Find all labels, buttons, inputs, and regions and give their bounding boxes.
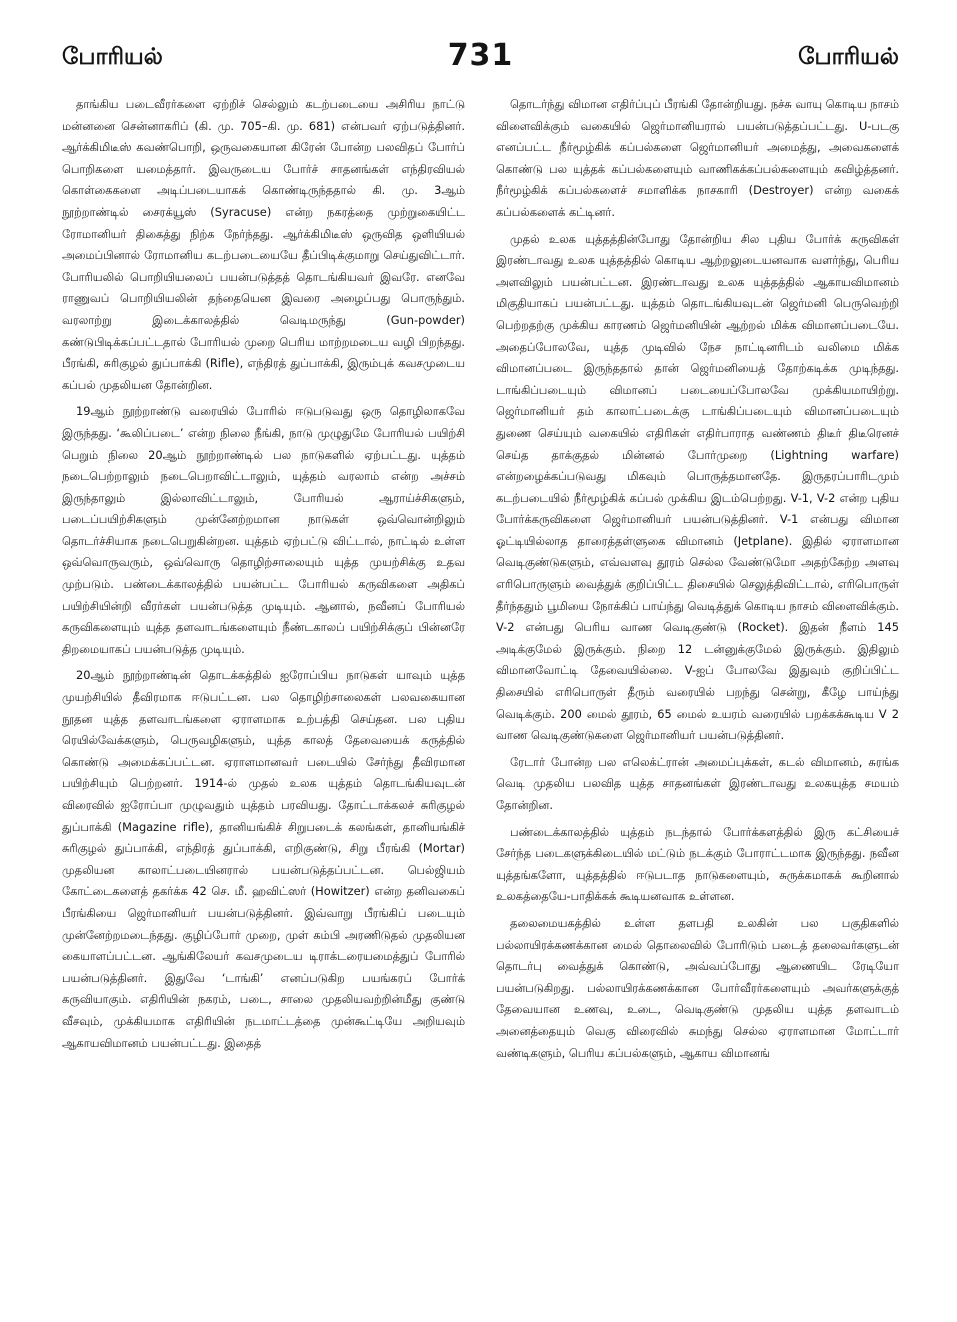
paragraph: பண்டைக்காலத்தில் யுத்தம் நடந்தால் போர்க்களத்தில் இரு கட்சியைச் சேர்ந்த படைகளுக்கிடையில் மட்டும் நடக்கும் போராட்டமாக இருந்தது. நவீன யுத்தங்களோ, யுத்தத்தில் ஈடுபடாத நாடுகளையும், சுருக்கமாகக் கூறினால் உலகத்தையே-பாதிக்கக் கூடியனவாக உள்ளன. <box>496 824 899 904</box>
right-column <box>496 94 899 1069</box>
paragraph: தொடர்ந்து விமான எதிர்ப்புப் பீரங்கி தோன்றியது. நச்சு வாயு கொடிய நாசம் விளைவிக்கும் வகையில் ஜெர்மானியரால் பயன்படுத்தப்பட்டது. U-படகு எனப்பட்ட நீர்மூழ்கிக் கப்பல்களை ஜெர்மானியர் அமைத்து, அவைகளைக் கொண்டு பல யுத்தக் கப்பல்களையும் வாணிகக்கப்பல்களையும் கவிழ்த்தனர். நீர்மூழ்கிக் கப்பல்களைச் சமாளிக்க நாசகாரி (Destroyer) என்ற வகைக் கப்பல்களைக் கட்டினர். <box>496 97 899 219</box>
paragraph: தலைமையகத்தில் உள்ள தளபதி உலகின் பல பகுதிகளில் பல்லாயிரக்கணக்கான மைல் தொலைவில் போரிடும் படைத் தலைவர்களுடன் தொடர்பு வைத்துக் கொண்டு, அவ்வப்போது ஆணையிட ரேடியோ பயன்படுகிறது. பல்லாயிரக்கணக்கான போர்வீரர்களையும் அவர்களுக்குத் தேவையான உணவு, உடை, வெடிகுண்டு முதலிய யுத்த தளவாடம் அனைத்தையும் வெகு விரைவில் சுமந்து செல்ல ஏராளமான மோட்டார் வண்டிகளும், பெரிய கப்பல்களும், ஆகாய விமானங் <box>496 915 899 1060</box>
running-head-left: போரியல் <box>62 44 163 70</box>
text-columns <box>62 94 899 1069</box>
page-header <box>62 38 899 86</box>
paragraph: ரேடார் போன்ற பல எலெக்ட்ரான் அமைப்புக்கள், கடல் விமானம், சுரங்க வெடி முதலிய பலவித யுத்த சாதனங்கள் இரண்டாவது உலகயுத்த சமயம் தோன்றின. <box>496 754 899 812</box>
paragraph: 19ஆம் நூற்றாண்டு வரையில் போரில் ஈடுபடுவது ஒரு தொழிலாகவே இருந்தது. ‘கூலிப்படை’ என்ற நிலை நீங்கி, நாடு முழுதுமே போரியல் பயிற்சி பெறும் நிலை 20ஆம் நூற்றாண்டில் பல நாடுகளில் ஏற்பட்டது. யுத்தம் நடைபெற்றாலும் நடைபெறாவிட்டாலும், யுத்தம் வரலாம் என்ற அச்சம் இருந்தாலும் இல்லாவிட்டாலும், போரியல் ஆராய்ச்சிகளும், படைப்பயிற்சிகளும் முன்னேற்றமான நாடுகள் ஒவ்வொன்றிலும் தொடர்ச்சியாக நடைபெறுகின்றன. யுத்தம் ஏற்பட்டு விட்டால், நாட்டில் உள்ள ஒவ்வொருவரும், ஒவ்வொரு தொழிற்சாலையும் யுத்த முயற்சிக்கு உதவ முற்படும். பண்டைக்காலத்தில் பயன்பட்ட போரியல் கருவிகளை அதிகப் பயிற்சியின்றி வீரர்கள் பயன்படுத்த முடியும். ஆனால், நவீனப் போரியல் கருவிகளையும் யுத்த தளவாடங்களையும் நீண்டகாலப் பயிற்சிக்குப் பின்னரே திறமையாகப் பயன்படுத்த முடியும். <box>62 404 465 656</box>
paragraph: முதல் உலக யுத்தத்தின்போது தோன்றிய சில புதிய போர்க் கருவிகள் இரண்டாவது உலக யுத்தத்தில் கொடிய ஆற்றலுடையனவாக வளர்ந்து, பெரிய அளவிலும் பயன்பட்டன. இரண்டாவது உலக யுத்தத்தில் ஆகாயவிமானம் மிகுதியாகப் பயன்பட்டது. யுத்தம் தொடங்கியவுடன் ஜெர்மனி பெருவெற்றி பெற்றதற்கு முக்கிய காரணம் ஜெர்மனியின் ஆற்றல் மிக்க விமானப்படையே. அதைப்போலவே, யுத்த முடிவில் நேச நாட்டினரிடம் வலிமை மிக்க விமானப்படை இருந்ததால் தான் ஜெர்மனியைத் தோற்கடிக்க முடிந்தது. டாங்கிப்படையும் விமானப் படையைப்போலவே முக்கியமாயிற்று. ஜெர்மானியர் தம் காலாட்படைக்கு டாங்கிப்படையும் விமானப்படையும் துணை செய்யும் வகையில் எதிரிகள் எதிர்பாராத வண்ணம் திடீர் திடீரெனச் செய்த தாக்குதல் மின்னல் போர்முறை (Lightning warfare) என்றழைக்கப்படுவது மிகவும் பொருத்தமானதே. இருதரப்பாரிடமும் கடற்படையில் நீர்மூழ்கிக் கப்பல் முக்கிய இடம்பெற்றது. V-1, V-2 என்ற புதிய போர்க்கருவிகளை ஜெர்மானியர் பயன்படுத்தினர். V-1 என்பது விமான ஓட்டியில்லாத தாரைத்தள்ளுகை விமானம் (Jetplane). இதில் ஏராளமான வெடிகுண்டுகளும், எவ்வளவு தூரம் செல்ல வேண்டுமோ அதற்கேற்ற அளவு எரிபொருளும் வைத்துக் குறிப்பிட்ட திசையில் செலுத்திவிட்டால், எரிபொருள் தீர்ந்ததும் பூமியை நோக்கிப் பாய்ந்து வெடித்துக் கொடிய நாசம் விளைவிக்கும். V-2 என்பது பெரிய வாண வெடிகுண்டு (Rocket). இதன் நீளம் 145 அடிக்குமேல் இருக்கும். நிறை 12 டன்னுக்குமேல் இருக்கும். இதிலும் விமானவோட்டி தேவையில்லை. V-ஐப் போலவே இதுவும் குறிப்பிட்ட திசையில் எரிபொருள் தீரும் வரையில் பறந்து சென்று, கீழே பாய்ந்து வெடிக்கும். 200 மைல் தூரம், 65 மைல் உயரம் வரையில் பறக்கக்கூடிய V 2 வாண வெடிகுண்டுகளை ஜெர்மானியர் பயன்படுத்தினர். <box>496 231 899 743</box>
paragraph: 20ஆம் நூற்றாண்டின் தொடக்கத்தில் ஐரோப்பிய நாடுகள் யாவும் யுத்த முயற்சியில் தீவிரமாக ஈடுபட்டன. பல தொழிற்சாலைகள் பலவகையான நூதன யுத்த தளவாடங்களை ஏராளமாக உற்பத்தி செய்தன. பல புதிய ரெயில்வேக்களும், பெருவழிகளும், யுத்த காலத் தேவையைக் கருத்தில் கொண்டு அமைக்கப்பட்டன. ஏராளமானவர் படையில் சேர்ந்து தீவிரமான பயிற்சியும் பெற்றனர். 1914-ல் முதல் உலக யுத்தம் தொடங்கியவுடன் விரைவில் ஐரோப்பா முழுவதும் யுத்தம் பரவியது. தோட்டாக்கலச் சுரிகுழல் துப்பாக்கி (Magazine rifle), தானியங்கிச் சிறுபடைக் கலங்கள், தானியங்கிச் சுரிகுழல் துப்பாக்கி, எந்திரத் துப்பாக்கி, எறிகுண்டு, சிறு பீரங்கி (Mortar) முதலியன காலாட்படையினரால் பயன்படுத்தப்பட்டன. பெல்ஜியம் கோட்டைகளைத் தகர்க்க 42 செ. மீ. ஹவிட்ஸர் (Howitzer) என்ற தனிவகைப் பீரங்கியை ஜெர்மானியர் பயன்படுத்தினர். இவ்வாறு பீரங்கிப் படையும் முன்னேற்றமடைந்தது. குழிப்போர் முறை, முள் கம்பி அரணிடுதல் முதலியன கையாளப்பட்டன. ஆங்கிலேயர் கவசமுடைய டிராக்டரையமைத்துப் போரில் பயன்படுத்தினர். இதுவே ‘டாங்கி’ எனப்படுகிற பயங்கரப் போர்க் கருவியாகும். எதிரியின் நகரம், படை, சாலை முதலியவற்றின்மீது குண்டு வீசவும், முக்கியமாக எதிரியின் நடமாட்டத்தை முன்கூட்டியே அறியவும் ஆகாயவிமானம் பயன்பட்டது. இதைத் <box>62 668 465 1050</box>
page-number: 731 <box>447 38 514 73</box>
paragraph: தாங்கிய படைவீரர்களை ஏற்றிச் செல்லும் கடற்படையை அசிரிய நாட்டு மன்னனை சென்னாகரிப் (கி. மு. 705–கி. மு. 681) என்பவர் ஏற்படுத்தினர். ஆர்க்கிமிடீஸ் கவண்பொறி, ஒருவகையான கிரேன் போன்ற பலவிதப் போர்ப் பொறிகளை யமைத்தார். இவருடைய போர்ச் சாதனங்கள் எந்திரவியல் கொள்கைகளை அடிப்படையாகக் கொண்டிருந்ததால் கி. மு. 3ஆம் நூற்றாண்டில் சைரக்யூஸ் (Syracuse) என்ற நகரத்தை முற்றுகையிட்ட ரோமானியர் திகைத்து நிற்க நேர்ந்தது. ஆர்க்கிமிடீஸ் ஒருவித ஒளியியல் அமைப்பினால் ரோமானிய கடற்படையையே தீப்பிடிக்குமாறு செய்துவிட்டார். போரியலில் பொறியியலைப் பயன்படுத்தத் தொடங்கியவர் இவரே. எனவே ராணுவப் பொறியியலின் தந்தையென இவரை அழைப்பது பொருந்தும். வரலாற்று இடைக்காலத்தில் வெடிமருந்து (Gun-powder) கண்டுபிடிக்கப்பட்டதால் போரியல் முறை பெரிய மாற்றமடைய வழி பிறந்தது. பீரங்கி, சுரிகுழல் துப்பாக்கி (Rifle), எந்திரத் துப்பாக்கி, இரும்புக் கவசமுடைய கப்பல் முதலியன தோன்றின. <box>62 97 465 392</box>
running-head-right: போரியல் <box>798 44 899 70</box>
left-column <box>62 94 465 1069</box>
